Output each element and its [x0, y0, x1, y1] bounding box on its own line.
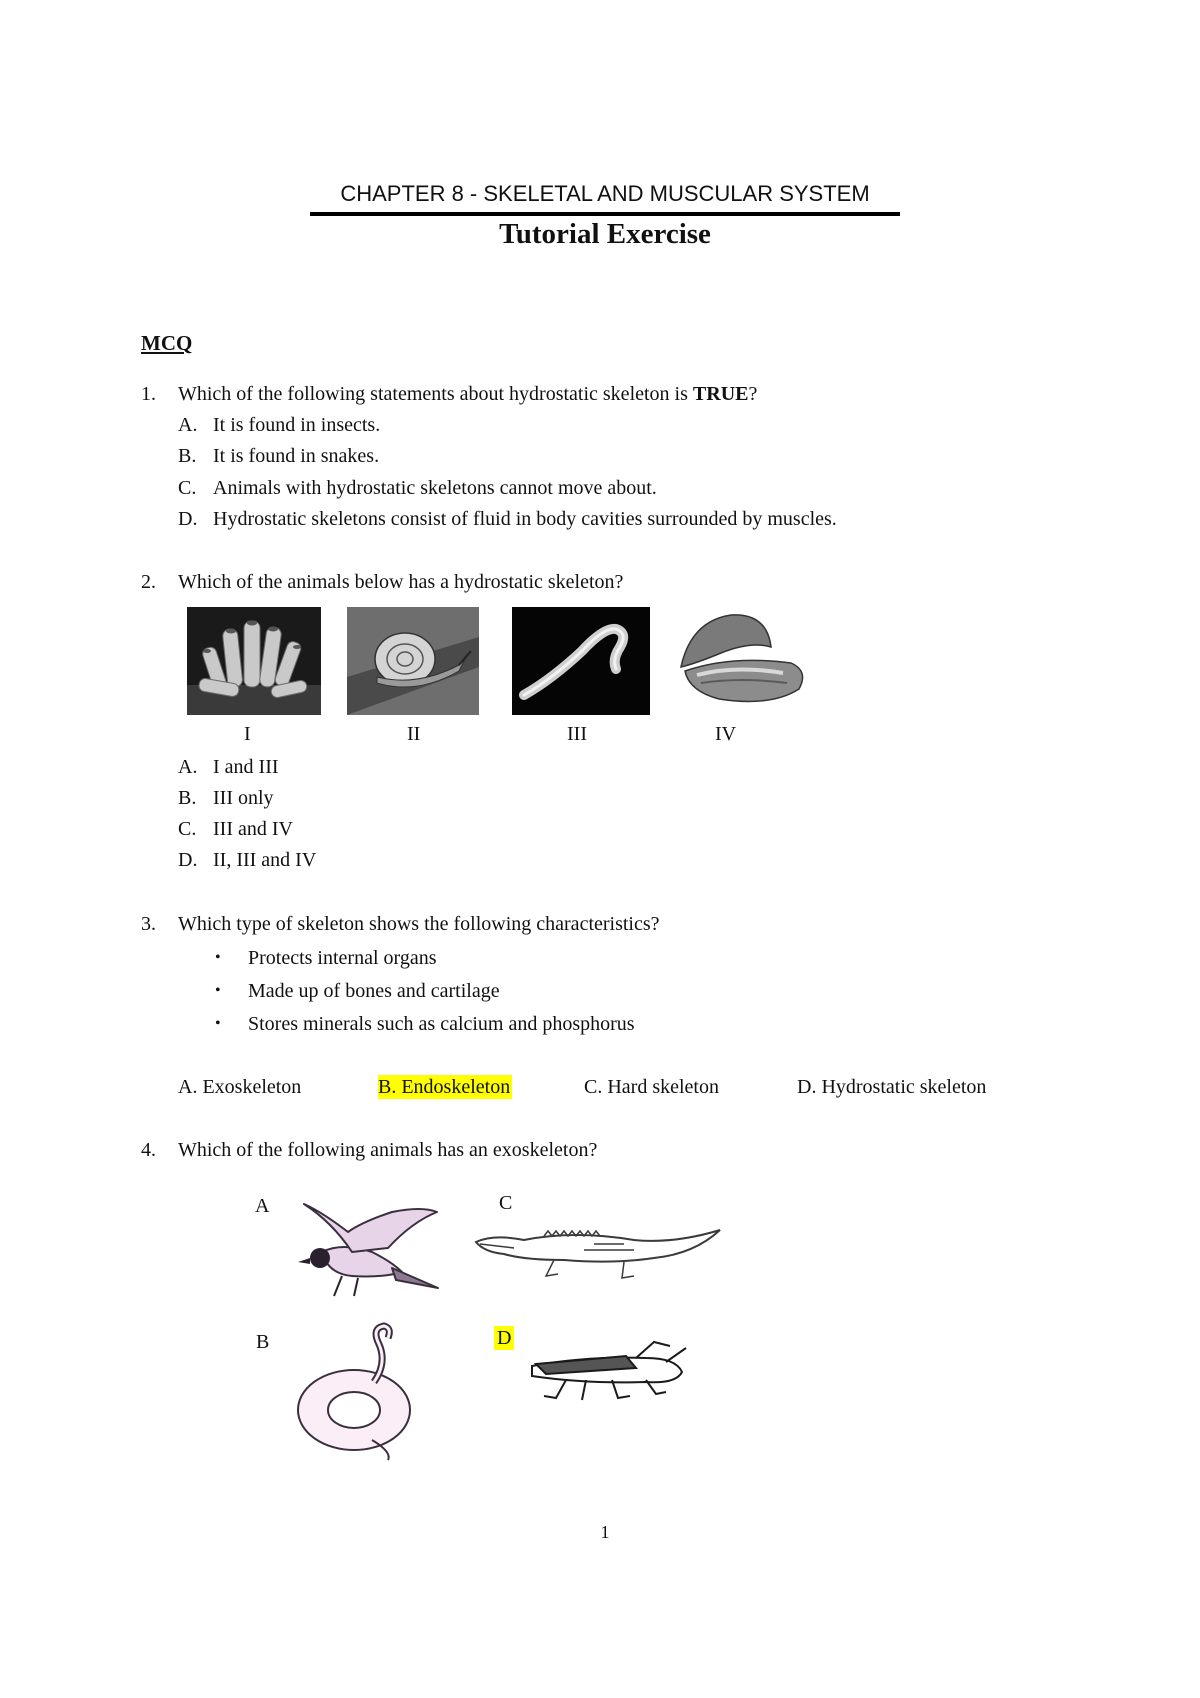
q2-option-d-letter: D.: [178, 849, 198, 871]
q3-bullet-3: Stores minerals such as calcium and phosphorus: [248, 1013, 635, 1035]
q1-option-a-letter: A.: [178, 414, 198, 436]
q4-label-c: C: [499, 1192, 513, 1214]
bullet-icon: •: [215, 1015, 221, 1032]
q4-label-a: A: [255, 1195, 270, 1217]
page-title: Tutorial Exercise: [499, 218, 711, 250]
q1-option-c-letter: C.: [178, 477, 197, 499]
q1-option-c-text: Animals with hydrostatic skeletons cannot move about.: [213, 477, 657, 499]
q2-image-label-iii: III: [567, 723, 587, 745]
q3-option-c: C. Hard skeleton: [584, 1076, 719, 1098]
q2-option-b-text: III only: [213, 787, 274, 809]
bullet-icon: •: [215, 949, 221, 966]
q1-option-b-letter: B.: [178, 445, 197, 467]
q4-number: 4.: [141, 1139, 156, 1161]
chapter-heading: CHAPTER 8 - SKELETAL AND MUSCULAR SYSTEM: [340, 181, 870, 206]
q2-image-label-i: I: [244, 723, 251, 745]
q2-option-b-letter: B.: [178, 787, 197, 809]
q2-image-label-ii: II: [407, 723, 421, 745]
q3-text: Which type of skeleton shows the following characteristics?: [178, 913, 660, 935]
q2-number: 2.: [141, 571, 156, 593]
q1-option-d-letter: D.: [178, 508, 198, 530]
earthworm-image: [512, 607, 650, 715]
q3-bullet-2: Made up of bones and cartilage: [248, 980, 500, 1002]
snake-image: [292, 1322, 432, 1462]
q1-option-b-text: It is found in snakes.: [213, 445, 380, 467]
q2-option-c-letter: C.: [178, 818, 197, 840]
crocodile-image: [474, 1214, 724, 1294]
clam-image: [671, 607, 821, 715]
q3-bullet-1: Protects internal organs: [248, 947, 437, 969]
q2-image-label-iv: IV: [715, 723, 737, 745]
q2-option-d-text: II, III and IV: [213, 849, 317, 871]
bird-image: [292, 1192, 442, 1312]
heading-rule: [310, 212, 900, 216]
page-number: 1: [600, 1522, 610, 1542]
section-heading: MCQ: [141, 331, 193, 355]
snail-image: [347, 607, 479, 715]
q2-option-a-letter: A.: [178, 756, 198, 778]
q1-option-a-text: It is found in insects.: [213, 414, 381, 436]
q1-option-d-text: Hydrostatic skeletons consist of fluid in body cavities surrounded by muscles.: [213, 508, 837, 530]
q4-label-d: D: [494, 1326, 514, 1350]
q1-text: Which of the following statements about hydrostatic skeleton is TRUE?: [178, 383, 758, 405]
q3-option-b: B. Endoskeleton: [378, 1076, 511, 1098]
q3-option-a: A. Exoskeleton: [178, 1076, 302, 1098]
q2-text: Which of the animals below has a hydrostatic skeleton?: [178, 571, 624, 593]
bullet-icon: •: [215, 982, 221, 999]
sponge-image: [187, 607, 321, 715]
q1-number: 1.: [141, 383, 156, 405]
q2-option-c-text: III and IV: [213, 818, 293, 840]
q3-option-d: D. Hydrostatic skeleton: [797, 1076, 987, 1098]
q2-option-a-text: I and III: [213, 756, 279, 778]
grasshopper-image: [526, 1336, 696, 1416]
q3-number: 3.: [141, 913, 156, 935]
q4-text: Which of the following animals has an exoskeleton?: [178, 1139, 598, 1161]
q4-label-b: B: [256, 1331, 270, 1353]
